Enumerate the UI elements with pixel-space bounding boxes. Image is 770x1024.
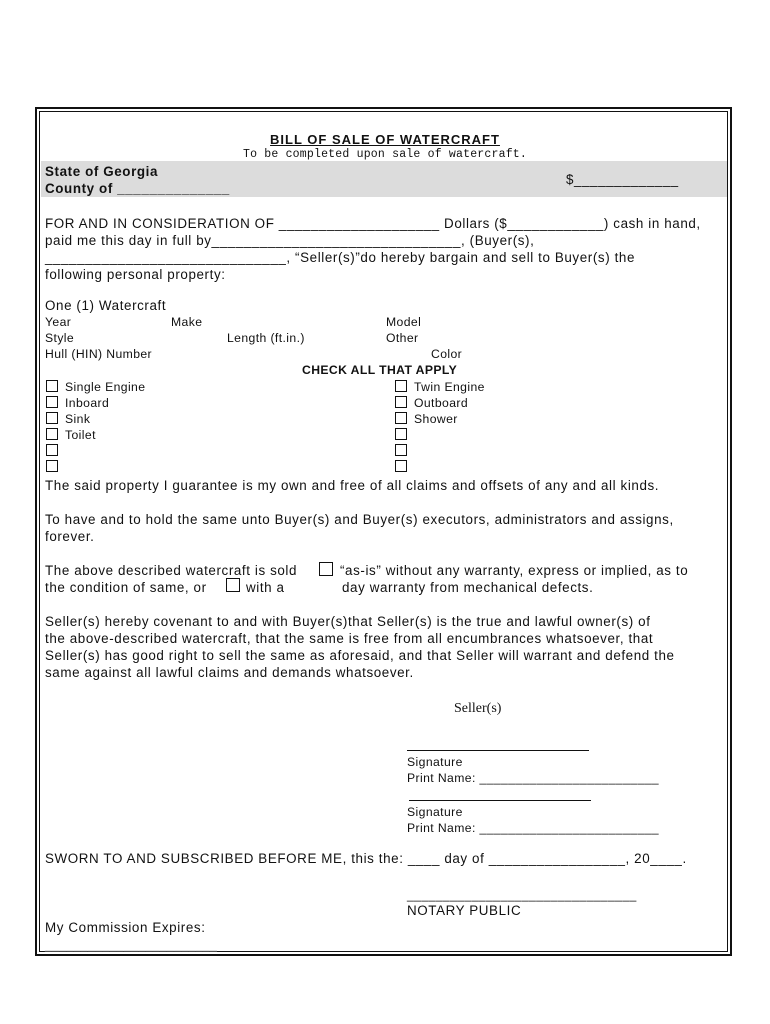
checkbox-warranty[interactable] [226,578,240,592]
state-label: State of Georgia [45,164,159,179]
amount-field[interactable]: $_____________ [566,172,679,187]
model-label: Model [386,315,422,329]
commission-expires-label: My Commission Expires: [45,920,206,935]
sellers-heading: Seller(s) [454,701,502,716]
notary-signature-line[interactable]: ________________________________ [407,888,637,902]
style-label: Style [45,331,75,345]
hull-number-label: Hull (HIN) Number [45,347,153,361]
checkbox-twin-engine[interactable] [395,380,407,392]
checkbox-label: Inboard [65,396,110,410]
consideration-line-2[interactable]: paid me this day in full by_______________________________, (Buyer(s), [45,233,535,248]
checkbox-outboard[interactable] [395,396,407,408]
checkbox-blank-left-1[interactable] [46,444,58,456]
checkbox-blank-left-2[interactable] [46,460,58,472]
consideration-line-1[interactable]: FOR AND IN CONSIDERATION OF ____________________ Dollars ($____________) cash in hand, [45,216,701,231]
checkbox-shower[interactable] [395,412,407,424]
color-label: Color [431,347,463,361]
warranty-clause-start: the condition of same, or [45,580,207,595]
covenant-line-4: same against all lawful claims and demands whatsoever. [45,665,414,680]
checkbox-blank-right-2[interactable] [395,444,407,456]
form-title: BILL OF SALE OF WATERCRAFT [270,132,500,147]
hold-clause-line-1: To have and to hold the same unto Buyer(s) and Buyer(s) executors, administrators and assigns, [45,512,674,527]
warranty-clause-end: day warranty from mechanical defects. [342,580,594,595]
checkbox-label: Shower [414,412,458,426]
covenant-line-2: the above-described watercraft, that the same is free from all encumbrances whatsoever, that [45,631,654,646]
notary-public-label: NOTARY PUBLIC [407,903,522,918]
length-label: Length (ft.in.) [227,331,305,345]
hold-clause-line-2: forever. [45,529,95,544]
year-label: Year [45,315,72,329]
covenant-line-1: Seller(s) hereby covenant to and with Buyer(s)that Seller(s) is the true and lawful owner(s) of [45,614,651,629]
checkbox-blank-right-3[interactable] [395,460,407,472]
commission-expires-line[interactable]: ________________________ [45,938,218,952]
signature-line-1[interactable] [407,750,589,751]
as-is-clause-end: “as-is” without any warranty, express or implied, as to [340,563,689,578]
property-heading: One (1) Watercraft [45,298,167,313]
checkbox-label: Toilet [65,428,96,442]
other-label: Other [386,331,419,345]
checkbox-label: Twin Engine [414,380,485,394]
form-subtitle: To be completed upon sale of watercraft. [242,148,528,161]
print-name-field-1[interactable]: Print Name: _________________________ [407,771,659,785]
checkbox-blank-right-1[interactable] [395,428,407,440]
print-name-field-2[interactable]: Print Name: _________________________ [407,821,659,835]
as-is-clause-start: The above described watercraft is sold [45,563,298,578]
checkbox-label: Outboard [414,396,469,410]
make-label: Make [171,315,203,329]
guarantee-clause: The said property I guarantee is my own and free of all claims and offsets of any and all kinds. [45,478,660,493]
signature-label-2: Signature [407,805,463,819]
checkbox-label: Single Engine [65,380,146,394]
signature-line-2[interactable] [409,800,591,801]
checkbox-label: Sink [65,412,91,426]
checkbox-single-engine[interactable] [46,380,58,392]
checkbox-toilet[interactable] [46,428,58,440]
checkbox-inboard[interactable] [46,396,58,408]
consideration-line-3[interactable]: ______________________________, “Seller(s)”do hereby bargain and sell to Buyer(s) the [45,250,635,265]
warranty-clause-mid: with a [246,580,285,595]
covenant-line-3: Seller(s) has good right to sell the same as aforesaid, and that Seller will warrant and defend the [45,648,675,663]
checkbox-as-is[interactable] [319,562,333,576]
check-all-heading: CHECK ALL THAT APPLY [302,363,458,377]
checkbox-sink[interactable] [46,412,58,424]
consideration-line-4: following personal property: [45,267,226,282]
sworn-statement[interactable]: SWORN TO AND SUBSCRIBED BEFORE ME, this the: ____ day of _________________, 20____. [45,851,687,866]
county-field[interactable]: County of ______________ [45,181,230,196]
signature-label-1: Signature [407,755,463,769]
